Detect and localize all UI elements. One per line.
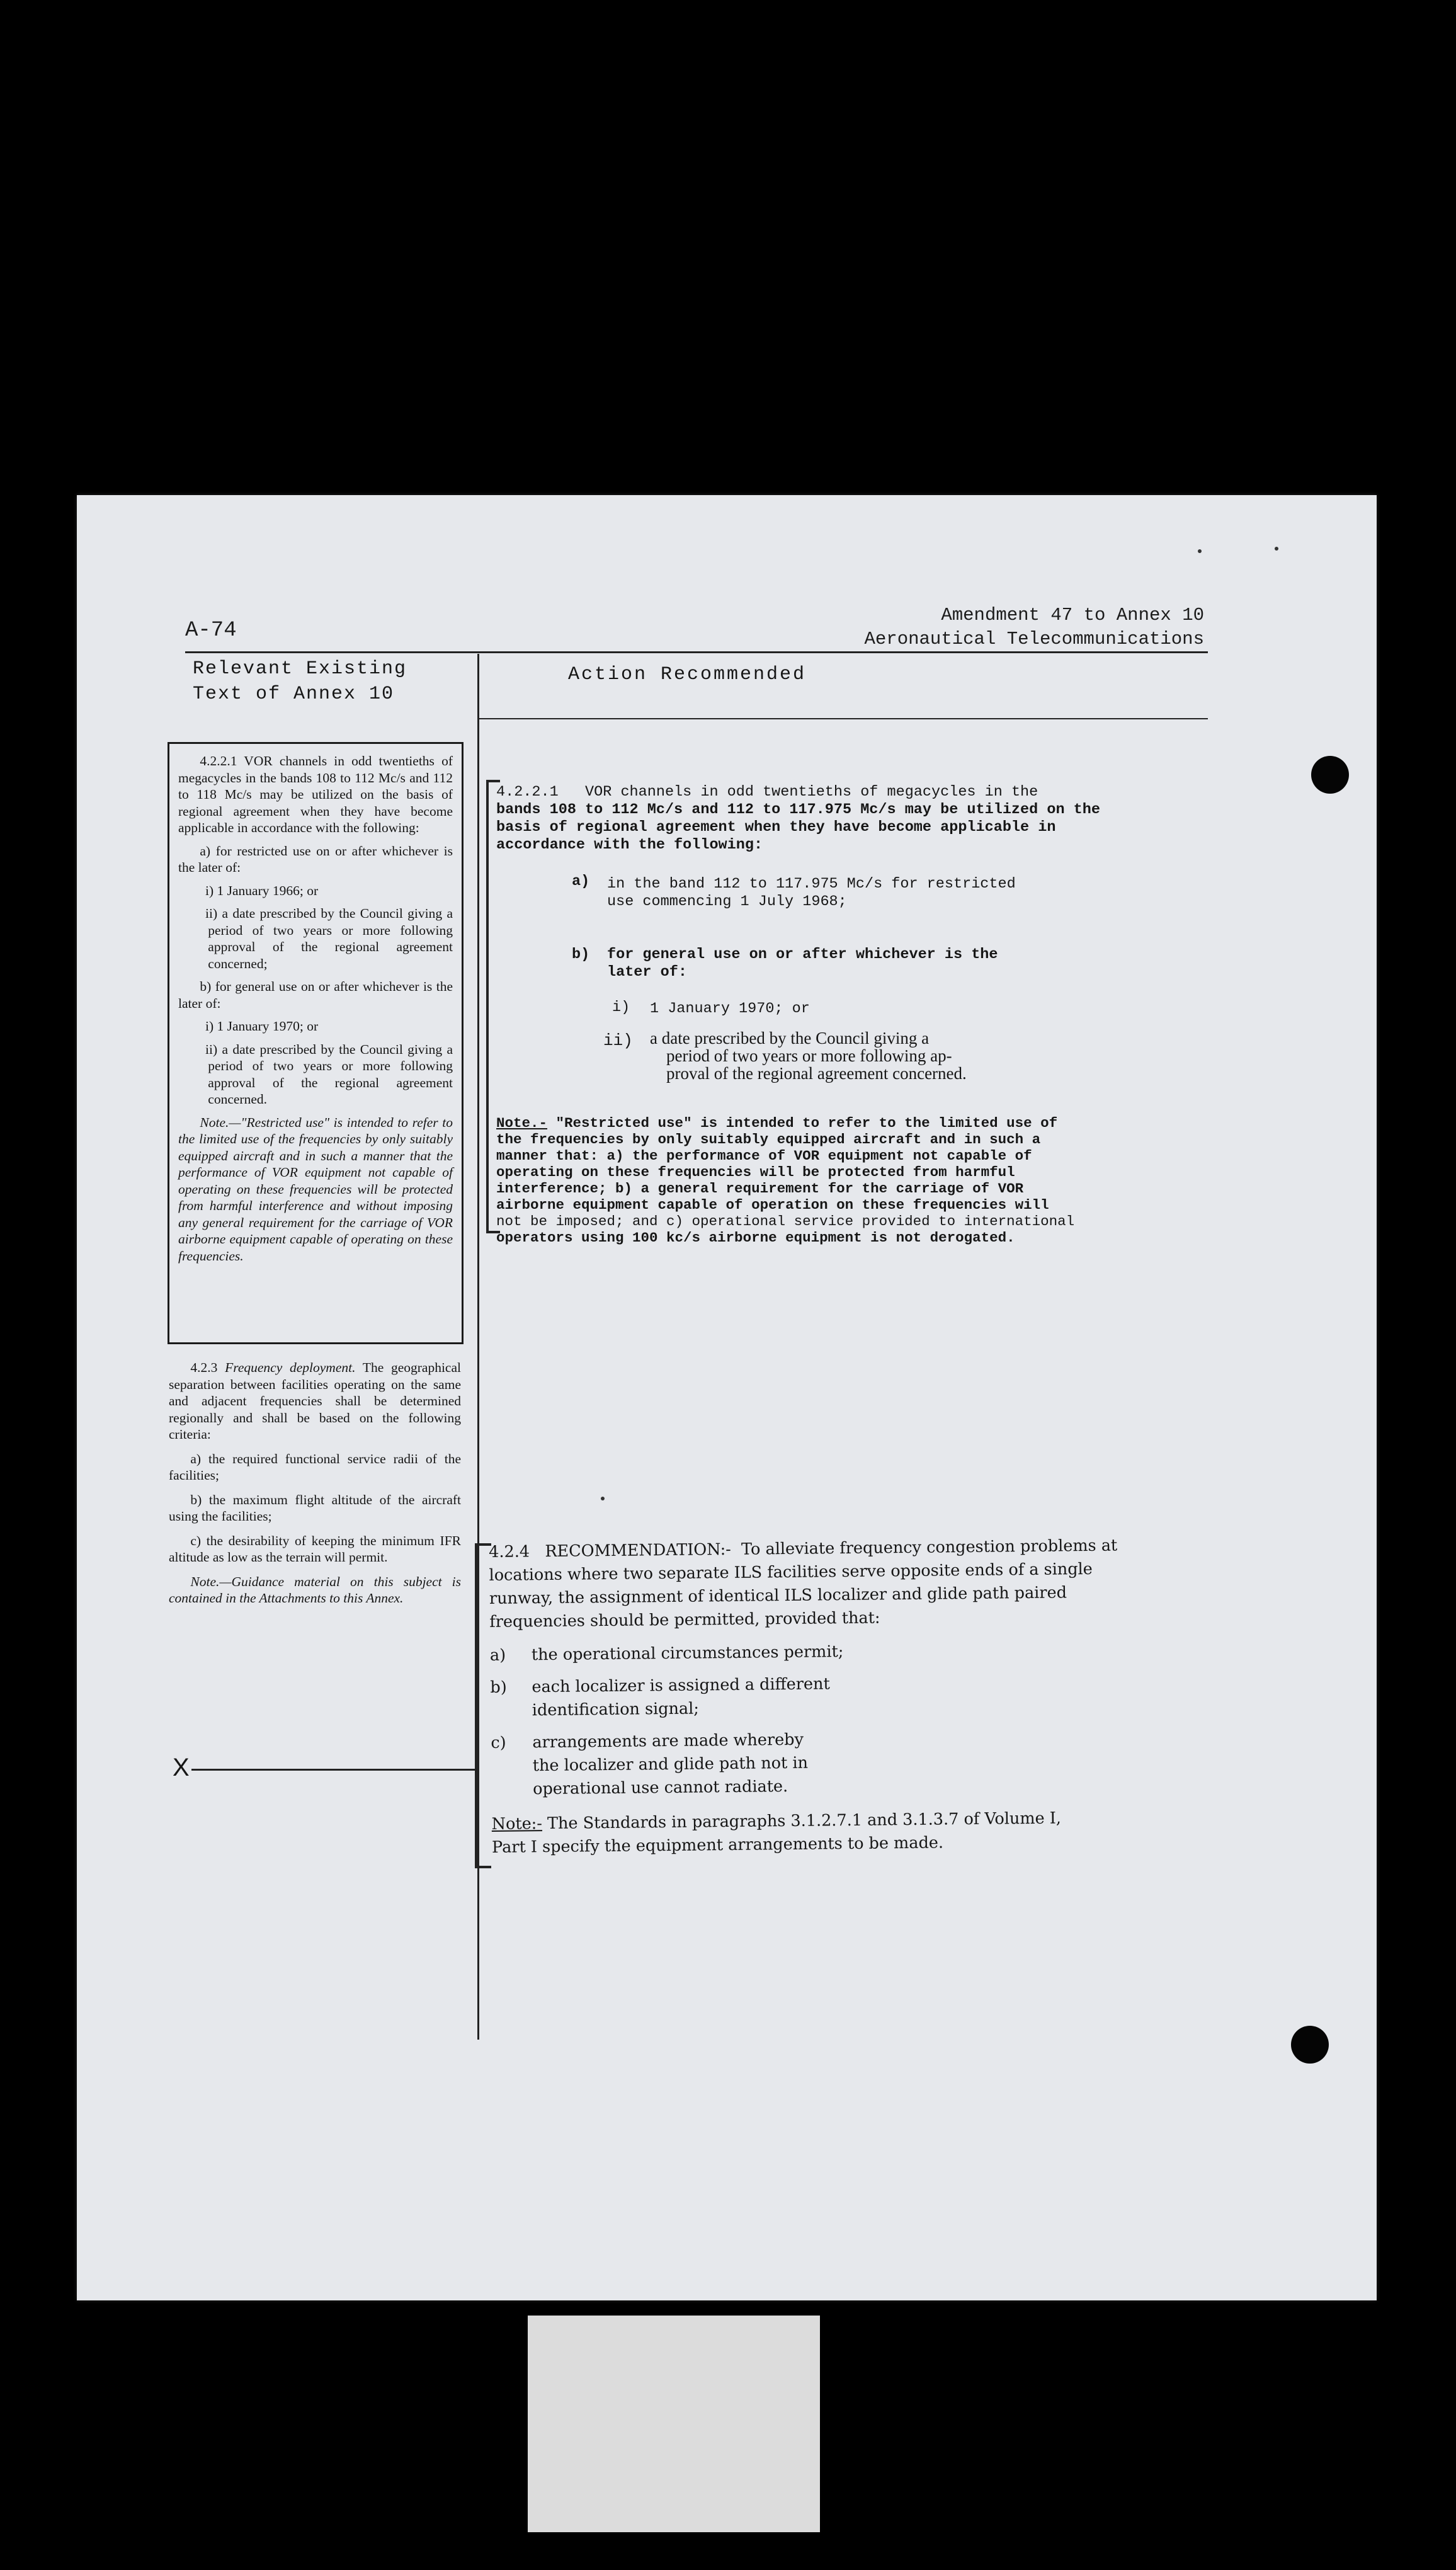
recommendation-item-a: a) the operational circumstances permit; bbox=[489, 1642, 844, 1665]
existing-item-b: b) for general use on or after whichever is the later of: bbox=[178, 979, 453, 1011]
existing-item-b-ii: ii) a date prescribed by the Council giving a period of two years or more following approval of the regional agreement concerned. bbox=[205, 1041, 453, 1107]
insertion-mark: X bbox=[173, 1754, 190, 1781]
header-annex-title: Aeronautical Telecommunications bbox=[864, 629, 1204, 649]
insertion-line bbox=[191, 1769, 479, 1771]
recommended-item-b: for general use on or after whichever is the later of: bbox=[607, 946, 998, 981]
existing-item-a-i: i) 1 January 1966; or bbox=[205, 882, 319, 898]
existing-4-2-2-1: 4.2.2.1 VOR channels in odd twentieths of megacycles in the bands 108 to 112 Mc/s and 112 to 118 Mc/s may be utilized on the basis of regional agreement when they have become applicable in accordance with the following: bbox=[178, 753, 453, 835]
recommendation-item-b: b) each localizer is assigned a different identification signal; bbox=[490, 1674, 830, 1720]
recommended-item-b-ii: a date prescribed by the Council giving a period of two years or more following ap- proval of the regional agreement concerned. bbox=[650, 1029, 967, 1083]
document-page bbox=[77, 495, 1377, 2300]
existing-note-2: Note.—Guidance material on this subject is contained in the Attachments to this Annex. bbox=[169, 1573, 461, 1606]
existing-4-2-3-section bbox=[169, 1359, 461, 1614]
blank-card bbox=[528, 2316, 820, 2532]
frequency-deployment-title: Frequency deployment. bbox=[225, 1360, 356, 1375]
criteria-a: a) the required functional service radii of the facilities; bbox=[169, 1451, 461, 1483]
existing-item-a-ii: ii) a date prescribed by the Council giving a period of two years or more following approval of the regional agreement concerned; bbox=[205, 906, 453, 971]
recommended-4-2-2-1: 4.2.2.1 VOR channels in odd twentieths of megacycles in the bands 108 to 112 Mc/s and 112 to 117.975 Mc/s may be utilized on the basis of regional agreement when they have become applicable in accordance with the following: bbox=[496, 784, 1100, 854]
recommended-item-a-label: a) bbox=[572, 873, 590, 890]
existing-item-b-i: i) 1 January 1970; or bbox=[205, 1019, 319, 1034]
page-number: A-74 bbox=[185, 619, 237, 642]
recommended-note: Note.- "Restricted use" is intended to refer to the limited use of the frequencies by only suitably equipped aircraft and in such a manner that: a) the performance of VOR equipment not capable of operating on these frequencies will be protected from harmful interference; b) a general requirement for the carriage of VOR airborne equipment capable of operation on these frequencies will not be imposed; and c) operational service provided to international operators using 100 kc/s airborne equipment is not derogated. bbox=[496, 1115, 1075, 1246]
right-heading-rule bbox=[479, 718, 1208, 719]
punch-hole-top bbox=[1311, 756, 1349, 794]
speck bbox=[1198, 549, 1202, 553]
criteria-c: c) the desirability of keeping the minimum IFR altitude as low as the terrain will permit. bbox=[169, 1533, 461, 1565]
recommended-item-b-i-label: i) bbox=[612, 999, 630, 1016]
existing-note: Note.—"Restricted use" is intended to refer to the limited use of the frequencies by only suitably equipped aircraft and in such a manner that the performance of VOR equipment not capable of operating on these frequencies will be protected from harmful interference and without imposing any general requirement for the carriage of VOR airborne equipment capable of operating on these frequencies. bbox=[178, 1114, 453, 1264]
existing-4-2-3: 4.2.3 Frequency deployment. The geographical separation between facilities operating on the same and adjacent frequencies shall be determined regionally and shall be based on the following criteria: bbox=[169, 1360, 461, 1442]
right-column-heading: Action Recommended bbox=[568, 664, 807, 685]
left-column-heading: Relevant Existing Text of Annex 10 bbox=[193, 658, 407, 705]
page-header bbox=[770, 603, 1204, 651]
recommendation-4-2-4-text: 4.2.4 RECOMMENDATION:- To alleviate frequency congestion problems at locations where two separate ILS facilities serve opposite ends of a single runway, the assignment of identical ILS localizer and glide path paired frequencies should be permitted, provided that: bbox=[489, 1536, 1118, 1631]
recommended-4-2-4 bbox=[489, 1534, 1153, 1870]
existing-item-a: a) for restricted use on or after whichever is the later of: bbox=[178, 843, 453, 875]
speck bbox=[601, 1497, 605, 1500]
criteria-b: b) the maximum flight altitude of the aircraft using the facilities; bbox=[169, 1492, 461, 1524]
recommendation-item-c: c) arrangements are made whereby the localizer and glide path not in operational use cannot radiate. bbox=[491, 1730, 809, 1799]
punch-hole-bottom bbox=[1291, 2026, 1329, 2064]
header-rule bbox=[185, 651, 1208, 653]
recommendation-note: Note:- The Standards in paragraphs 3.1.2.7.1 and 3.1.3.7 of Volume I, Part I specify the equipment arrangements to be made. bbox=[491, 1808, 1062, 1857]
header-amendment: Amendment 47 to Annex 10 bbox=[941, 605, 1204, 625]
recommended-item-b-label: b) bbox=[572, 946, 590, 963]
recommended-item-b-i: 1 January 1970; or bbox=[650, 1000, 810, 1017]
existing-text-box bbox=[168, 742, 464, 1344]
speck bbox=[1275, 547, 1278, 551]
recommended-item-a: in the band 112 to 117.975 Mc/s for restricted use commencing 1 July 1968; bbox=[607, 876, 1016, 910]
recommended-item-b-ii-label: ii) bbox=[603, 1031, 633, 1050]
